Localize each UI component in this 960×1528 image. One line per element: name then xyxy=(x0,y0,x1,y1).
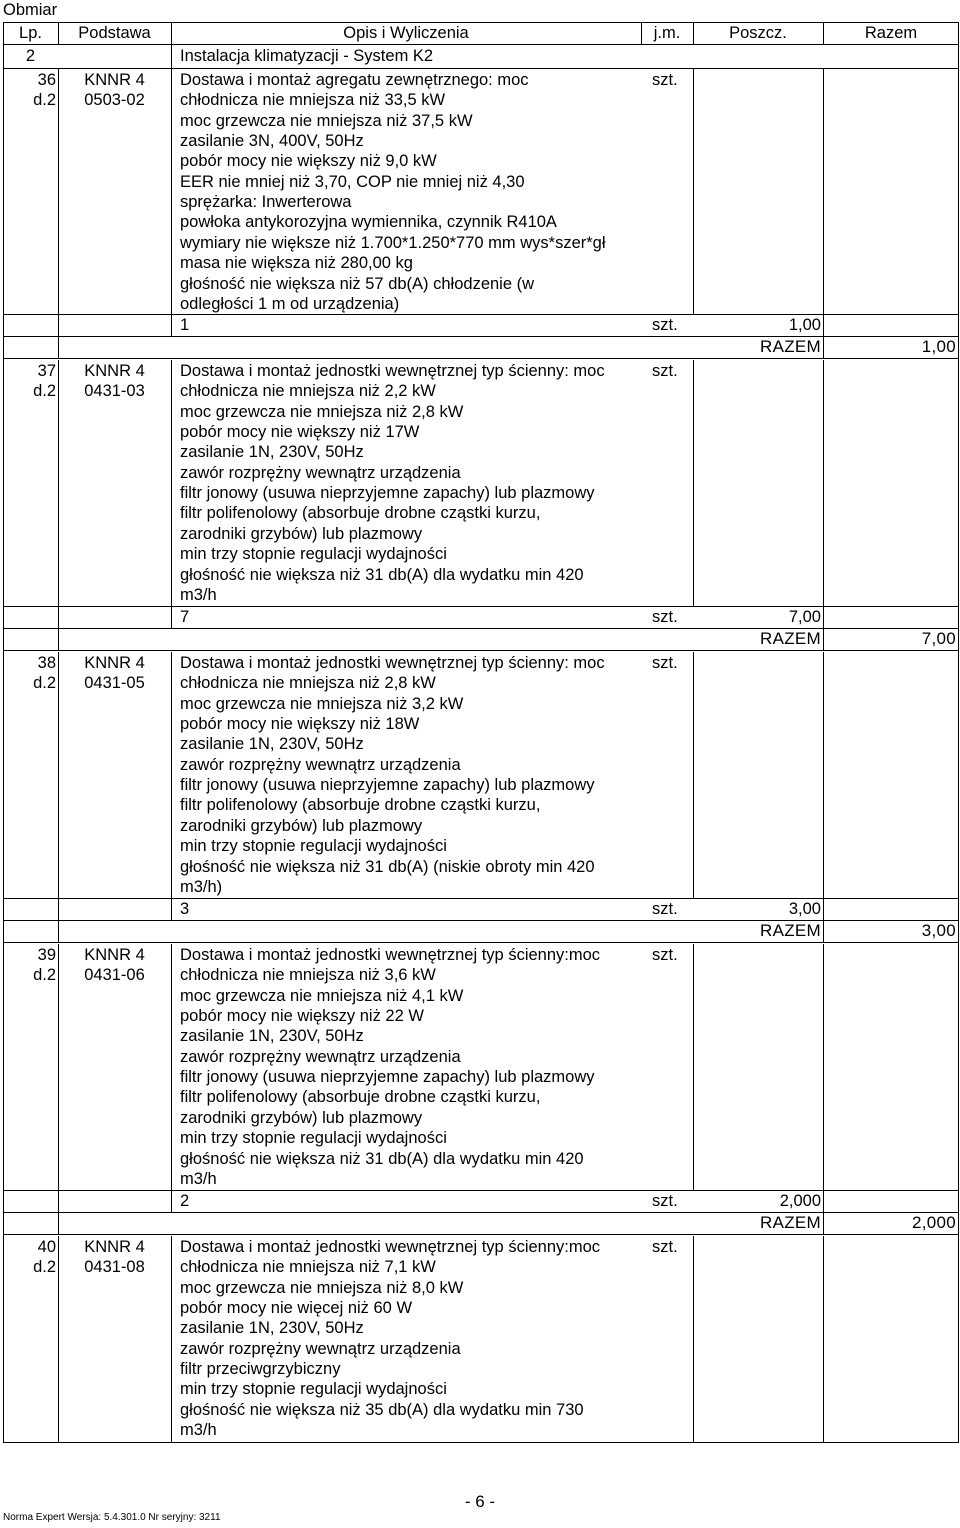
description-line: m3/h xyxy=(180,1421,217,1440)
description-line: m3/h xyxy=(180,585,217,604)
basis-code: KNNR 4 xyxy=(84,654,145,672)
item-number: 37 xyxy=(37,362,56,380)
description-line: min trzy stopnie regulacji wydajności xyxy=(180,1129,447,1148)
partial-value: 2,000 xyxy=(779,1192,821,1210)
item-number: 36 xyxy=(37,71,56,89)
section-column-divider xyxy=(171,44,172,68)
razem-row-divider xyxy=(58,628,59,650)
description-line: filtr jonowy (usuwa nieprzyjemne zapachy) lub plazmowy xyxy=(180,1068,595,1087)
description-line: min trzy stopnie regulacji wydajności xyxy=(180,837,447,856)
calc-quantity: 7 xyxy=(180,608,190,626)
razem-label: RAZEM xyxy=(760,1213,821,1232)
partial-value: 3,00 xyxy=(788,900,821,918)
column-header-total: Razem xyxy=(864,24,918,42)
calc-row-divider xyxy=(171,898,172,920)
description-line: chłodnicza nie mniejsza niż 7,1 kW xyxy=(180,1258,436,1277)
calc-unit: szt. xyxy=(652,316,678,334)
description-line: Dostawa i montaż agregatu zewnętrznego: moc xyxy=(180,71,529,89)
item-number-suffix: d.2 xyxy=(33,1258,56,1277)
calc-quantity: 3 xyxy=(180,900,190,918)
calc-row-divider xyxy=(58,1190,59,1212)
description-line: pobór mocy nie większy niż 22 W xyxy=(180,1007,424,1026)
header-bottom-border xyxy=(3,44,959,45)
razem-row-divider xyxy=(58,920,59,942)
razem-label: RAZEM xyxy=(760,629,821,648)
basis-code: KNNR 4 xyxy=(84,362,145,380)
description-line: zasilanie 1N, 230V, 50Hz xyxy=(180,735,364,754)
item-bottom-border xyxy=(3,1442,959,1443)
calc-unit: szt. xyxy=(652,608,678,626)
column-divider-unit xyxy=(693,944,694,1190)
description-line: EER nie mniej niż 3,70, COP nie mniej niż 4,30 xyxy=(180,172,525,191)
description-line: sprężarka: Inwerterowa xyxy=(180,193,352,212)
software-footer: Norma Expert Wersja: 5.4.301.0 Nr seryjny: 3211 xyxy=(3,1512,221,1523)
unit-label: szt. xyxy=(652,362,678,380)
column-divider-unit xyxy=(693,1236,694,1442)
calc-row-divider xyxy=(823,606,824,628)
table-left-border xyxy=(3,22,4,1443)
basis-number: 0431-08 xyxy=(84,1258,145,1277)
description-line: pobór mocy nie więcej niż 60 W xyxy=(180,1299,413,1318)
razem-value: 3,00 xyxy=(921,921,956,940)
description-line: zawór rozprężny wewnątrz urządzenia xyxy=(180,755,461,774)
item-bottom-border xyxy=(3,942,959,943)
calc-row-divider xyxy=(823,898,824,920)
basis-code: KNNR 4 xyxy=(84,71,145,89)
item-number: 40 xyxy=(37,1238,56,1256)
calc-unit: szt. xyxy=(652,900,678,918)
column-divider-partial xyxy=(823,360,824,606)
item-number: 39 xyxy=(37,946,56,964)
description-line: zasilanie 1N, 230V, 50Hz xyxy=(180,443,364,462)
header-column-divider xyxy=(58,22,59,44)
calc-row-divider xyxy=(823,314,824,336)
description-line: min trzy stopnie regulacji wydajności xyxy=(180,1380,447,1399)
document-title: Obmiar xyxy=(3,1,58,19)
description-line: głośność nie większa niż 57 db(A) chłodzenie (w xyxy=(180,274,535,293)
razem-label: RAZEM xyxy=(760,337,821,356)
description-line: zarodniki grzybów) lub plazmowy xyxy=(180,524,423,543)
item-number-suffix: d.2 xyxy=(33,966,56,985)
description-line: m3/h xyxy=(180,1169,217,1188)
description-line: Dostawa i montaż jednostki wewnętrznej typ ścienny:moc xyxy=(180,1238,601,1256)
description-line: filtr polifenolowy (absorbuje drobne cząstki kurzu, xyxy=(180,796,541,815)
description-line: pobór mocy nie większy niż 18W xyxy=(180,715,420,734)
description-line: chłodnicza nie mniejsza niż 2,2 kW xyxy=(180,382,436,401)
header-column-divider xyxy=(171,22,172,44)
description-line: chłodnicza nie mniejsza niż 2,8 kW xyxy=(180,674,436,693)
description-line: chłodnicza nie mniejsza niż 3,6 kW xyxy=(180,966,436,985)
description-line: Dostawa i montaż jednostki wewnętrznej typ ścienny: moc xyxy=(180,654,605,672)
item-number-suffix: d.2 xyxy=(33,382,56,401)
unit-label: szt. xyxy=(652,654,678,672)
description-line: zasilanie 1N, 230V, 50Hz xyxy=(180,1319,364,1338)
calc-row-divider xyxy=(171,1190,172,1212)
description-line: wymiary nie większe niż 1.700*1.250*770 mm wys*szer*gł xyxy=(180,233,606,252)
item-bottom-border xyxy=(3,650,959,651)
calc-row-divider xyxy=(823,1190,824,1212)
razem-label: RAZEM xyxy=(760,921,821,940)
column-divider-description xyxy=(171,1236,172,1442)
calc-row-divider xyxy=(171,606,172,628)
description-line: moc grzewcza nie mniejsza niż 2,8 kW xyxy=(180,402,464,421)
calc-row-divider xyxy=(58,314,59,336)
calc-row-divider xyxy=(58,898,59,920)
section-number: 2 xyxy=(25,47,36,65)
column-divider-description xyxy=(171,360,172,606)
column-divider-unit xyxy=(693,652,694,898)
page-number: - 6 - xyxy=(464,1492,496,1511)
column-divider-partial xyxy=(823,1236,824,1442)
description-line: filtr przeciwgrzybiczny xyxy=(180,1360,341,1379)
description-line: głośność nie większa niż 35 db(A) dla wydatku min 730 xyxy=(180,1400,584,1419)
item-number: 38 xyxy=(37,654,56,672)
description-line: zasilanie 1N, 230V, 50Hz xyxy=(180,1027,364,1046)
description-line: masa nie większa niż 280,00 kg xyxy=(180,254,413,273)
partial-value: 1,00 xyxy=(788,316,821,334)
description-line: filtr polifenolowy (absorbuje drobne cząstki kurzu, xyxy=(180,504,541,523)
description-line: moc grzewcza nie mniejsza niż 8,0 kW xyxy=(180,1278,464,1297)
unit-label: szt. xyxy=(652,1238,678,1256)
unit-label: szt. xyxy=(652,71,678,89)
column-divider-partial xyxy=(823,652,824,898)
razem-row-divider xyxy=(58,336,59,358)
description-line: filtr jonowy (usuwa nieprzyjemne zapachy) lub plazmowy xyxy=(180,484,595,503)
razem-row-divider xyxy=(58,1212,59,1234)
section-bottom-border xyxy=(3,68,959,69)
description-line: Dostawa i montaż jednostki wewnętrznej typ ścienny:moc xyxy=(180,946,601,964)
description-line: Dostawa i montaż jednostki wewnętrznej typ ścienny: moc xyxy=(180,362,605,380)
column-header-lp: Lp. xyxy=(19,24,42,42)
basis-code: KNNR 4 xyxy=(84,946,145,964)
basis-number: 0503-02 xyxy=(84,91,145,110)
column-header-description: Opis i Wyliczenia xyxy=(343,24,469,42)
column-divider-partial xyxy=(823,944,824,1190)
basis-number: 0431-06 xyxy=(84,966,145,985)
column-divider-description xyxy=(171,652,172,898)
description-line: zarodniki grzybów) lub plazmowy xyxy=(180,1108,423,1127)
header-column-divider xyxy=(693,22,694,44)
description-line: min trzy stopnie regulacji wydajności xyxy=(180,545,447,564)
description-line: zarodniki grzybów) lub plazmowy xyxy=(180,816,423,835)
calc-row-divider xyxy=(171,314,172,336)
description-line: chłodnicza nie mniejsza niż 33,5 kW xyxy=(180,91,446,110)
header-column-divider xyxy=(641,22,642,44)
calc-row-divider xyxy=(58,606,59,628)
basis-code: KNNR 4 xyxy=(84,1238,145,1256)
description-line: m3/h) xyxy=(180,877,223,896)
razem-value: 2,000 xyxy=(911,1213,956,1232)
description-line: odległości 1 m od urządzenia) xyxy=(180,294,400,313)
description-line: pobór mocy nie większy niż 9,0 kW xyxy=(180,152,437,171)
calc-quantity: 2 xyxy=(180,1192,190,1210)
description-line: zawór rozprężny wewnątrz urządzenia xyxy=(180,1339,461,1358)
description-line: powłoka antykorozyjna wymiennika, czynnik R410A xyxy=(180,213,557,232)
column-divider-description xyxy=(171,69,172,314)
description-line: moc grzewcza nie mniejsza niż 37,5 kW xyxy=(180,111,473,130)
description-line: pobór mocy nie większy niż 17W xyxy=(180,423,420,442)
table-right-border xyxy=(958,22,959,1443)
basis-number: 0431-05 xyxy=(84,674,145,693)
column-header-partial: Poszcz. xyxy=(729,24,787,42)
column-header-basis: Podstawa xyxy=(78,24,151,42)
column-divider-description xyxy=(171,944,172,1190)
item-number-suffix: d.2 xyxy=(33,674,56,693)
basis-number: 0431-03 xyxy=(84,382,145,401)
description-line: zawór rozprężny wewnątrz urządzenia xyxy=(180,1047,461,1066)
description-line: filtr polifenolowy (absorbuje drobne cząstki kurzu, xyxy=(180,1088,541,1107)
column-header-unit: j.m. xyxy=(653,24,681,42)
partial-value: 7,00 xyxy=(788,608,821,626)
description-line: filtr jonowy (usuwa nieprzyjemne zapachy) lub plazmowy xyxy=(180,776,595,795)
description-line: głośność nie większa niż 31 db(A) (niskie obroty min 420 xyxy=(180,857,595,876)
calc-unit: szt. xyxy=(652,1192,678,1210)
item-bottom-border xyxy=(3,358,959,359)
razem-value: 7,00 xyxy=(921,629,956,648)
unit-label: szt. xyxy=(652,946,678,964)
description-line: zawór rozprężny wewnątrz urządzenia xyxy=(180,463,461,482)
description-line: głośność nie większa niż 31 db(A) dla wydatku min 420 xyxy=(180,565,584,584)
description-line: zasilanie 3N, 400V, 50Hz xyxy=(180,132,364,151)
razem-value: 1,00 xyxy=(921,337,956,356)
description-line: moc grzewcza nie mniejsza niż 4,1 kW xyxy=(180,986,464,1005)
description-line: głośność nie większa niż 31 db(A) dla wydatku min 420 xyxy=(180,1149,584,1168)
item-bottom-border xyxy=(3,1234,959,1235)
column-divider-unit xyxy=(693,360,694,606)
description-line: moc grzewcza nie mniejsza niż 3,2 kW xyxy=(180,694,464,713)
item-number-suffix: d.2 xyxy=(33,91,56,110)
calc-quantity: 1 xyxy=(180,316,190,334)
column-divider-partial xyxy=(823,69,824,314)
column-divider-unit xyxy=(693,69,694,314)
section-title: Instalacja klimatyzacji - System K2 xyxy=(180,47,434,65)
header-column-divider xyxy=(823,22,824,44)
